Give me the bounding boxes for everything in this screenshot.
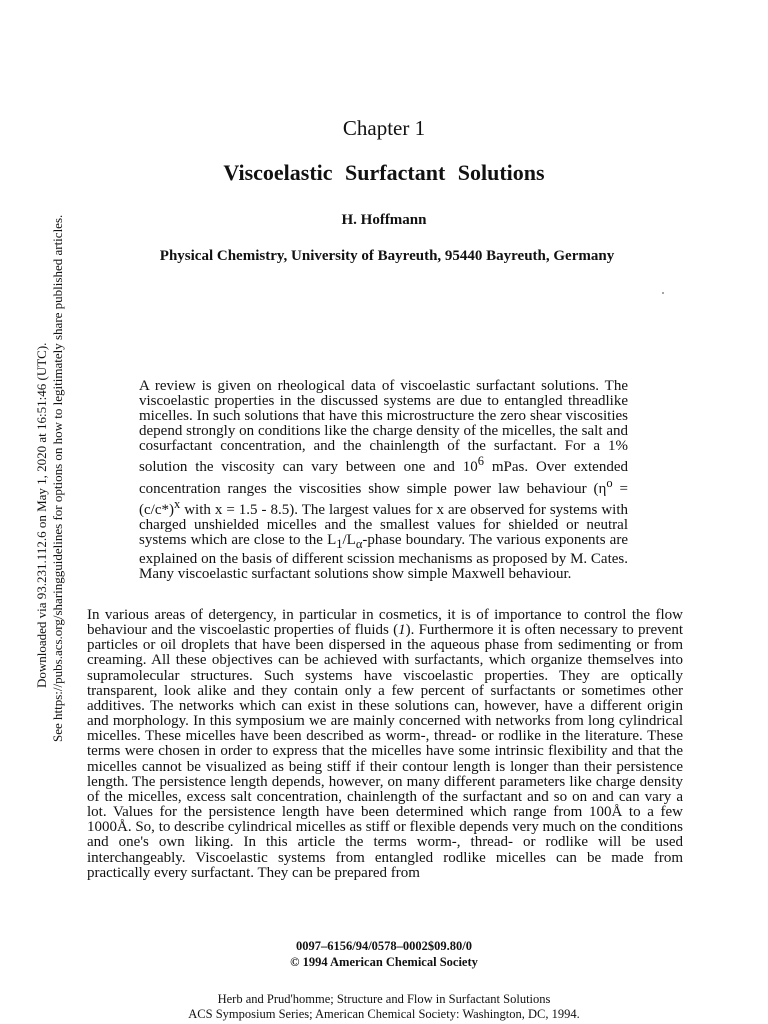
- author-affiliation: Physical Chemistry, University of Bayreuth, 95440 Bayreuth, Germany: [159, 248, 615, 264]
- abstract-text: with x = 1.5 - 8.5). The largest values for x are observed for systems with charged unshielded micelles and the smallest values for shielded or neutral systems which are close to the L: [139, 501, 628, 548]
- abstract-text: = (c/c*): [139, 480, 628, 518]
- copyright-notice: © 1994 American Chemical Society: [290, 955, 478, 969]
- body-paragraph: [87, 608, 683, 881]
- abstract-superscript: o: [606, 475, 613, 490]
- reference-number: 1: [398, 622, 406, 639]
- abstract-text: mPas. Over extended concentration ranges the viscosities show simple power law behaviour (η: [139, 459, 628, 497]
- download-notice: [34, 214, 65, 772]
- abstract-text: /L: [342, 531, 356, 548]
- chapter-label: Chapter 1: [342, 116, 426, 140]
- author-name: H. Hoffmann: [341, 212, 427, 228]
- abstract-text: -phase boundary. The various exponents are explained on the basis of different scission mechanisms as proposed by M. Cates. Many viscoelastic surfactant solutions show simple Maxwell behaviour.: [139, 531, 628, 583]
- abstract-superscript: 6: [477, 454, 484, 469]
- abstract-superscript: x: [173, 496, 181, 511]
- abstract-subscript: 1: [336, 536, 343, 551]
- abstract: [139, 379, 628, 582]
- copyright-block: [0, 938, 768, 970]
- citation-line-1: Herb and Prud'homme; Structure and Flow in Surfactant Solutions: [217, 992, 551, 1006]
- download-notice-line-1: Downloaded via 93.231.112.6 on May 1, 2020 at 16:51:46 (UTC).: [34, 342, 49, 688]
- citation-footer: [0, 992, 768, 1022]
- abstract-text: A review is given on rheological data of viscoelastic surfactant solutions. The viscoelastic properties in the discussed systems are due to entangled threadlike micelles. In such solutions that have this microstructure the zero shear viscosities depend strongly on conditions like the charge density of the micelles, the salt and cosurfactant concentration, and the chainlength of the surfactant. For a 1% solution the viscosity can vary between one and 10: [139, 378, 628, 476]
- body-text: ). Furthermore it is often necessary to prevent particles or oil droplets that have been dispersed in the aqueous phase from sedimenting or from creaming. All these objectives can be achieved with surfactants, which organize themselves into supramolecular structures. Such systems have viscoelastic properties. They are optically transparent, look alike and they contain only a few percent of surfactants or sometimes other additives. The networks which can exist in these solutions can, however, have a different origin and morphology. In this symposium we are mainly concerned with networks from long cylindrical micelles. These micelles have been described as worm-, thread- or rodlike in the literature. These terms were chosen in order to express that the micelles have some intrinsic flexibility and that the micelles cannot be visualized as being stiff if their contour length is longer than their persistence length. The persistence length depends, however, on many different parameters like charge density of the micelles, excess salt concentration, chainlength of the surfactant and so on and can vary a lot. Values for the persistence length have been determined which range from 100Å to a few 1000Å. So, to describe cylindrical micelles as stiff or flexible depends very much on the conditions and one's own liking. In this article the terms worm-, thread- or rodlike will be used interchangeably. Viscoelastic systems from entangled rodlike micelles can be made from practically every surfactant. They can be prepared from: [87, 622, 683, 881]
- download-notice-line-2: See https://pubs.acs.org/sharingguidelines for options on how to legitimately share published articles.: [50, 214, 65, 742]
- citation-line-2: ACS Symposium Series; American Chemical Society: Washington, DC, 1994.: [188, 1007, 580, 1021]
- price-code: 0097–6156/94/0578–0002$09.80/0: [295, 939, 473, 953]
- chapter-title: Viscoelastic Surfactant Solutions: [223, 160, 545, 185]
- scan-speck: [662, 292, 664, 294]
- abstract-subscript: α: [355, 536, 363, 551]
- body-text: In various areas of detergency, in particular in cosmetics, it is of importance to control the flow behaviour and the viscoelastic properties of fluids (: [87, 607, 683, 639]
